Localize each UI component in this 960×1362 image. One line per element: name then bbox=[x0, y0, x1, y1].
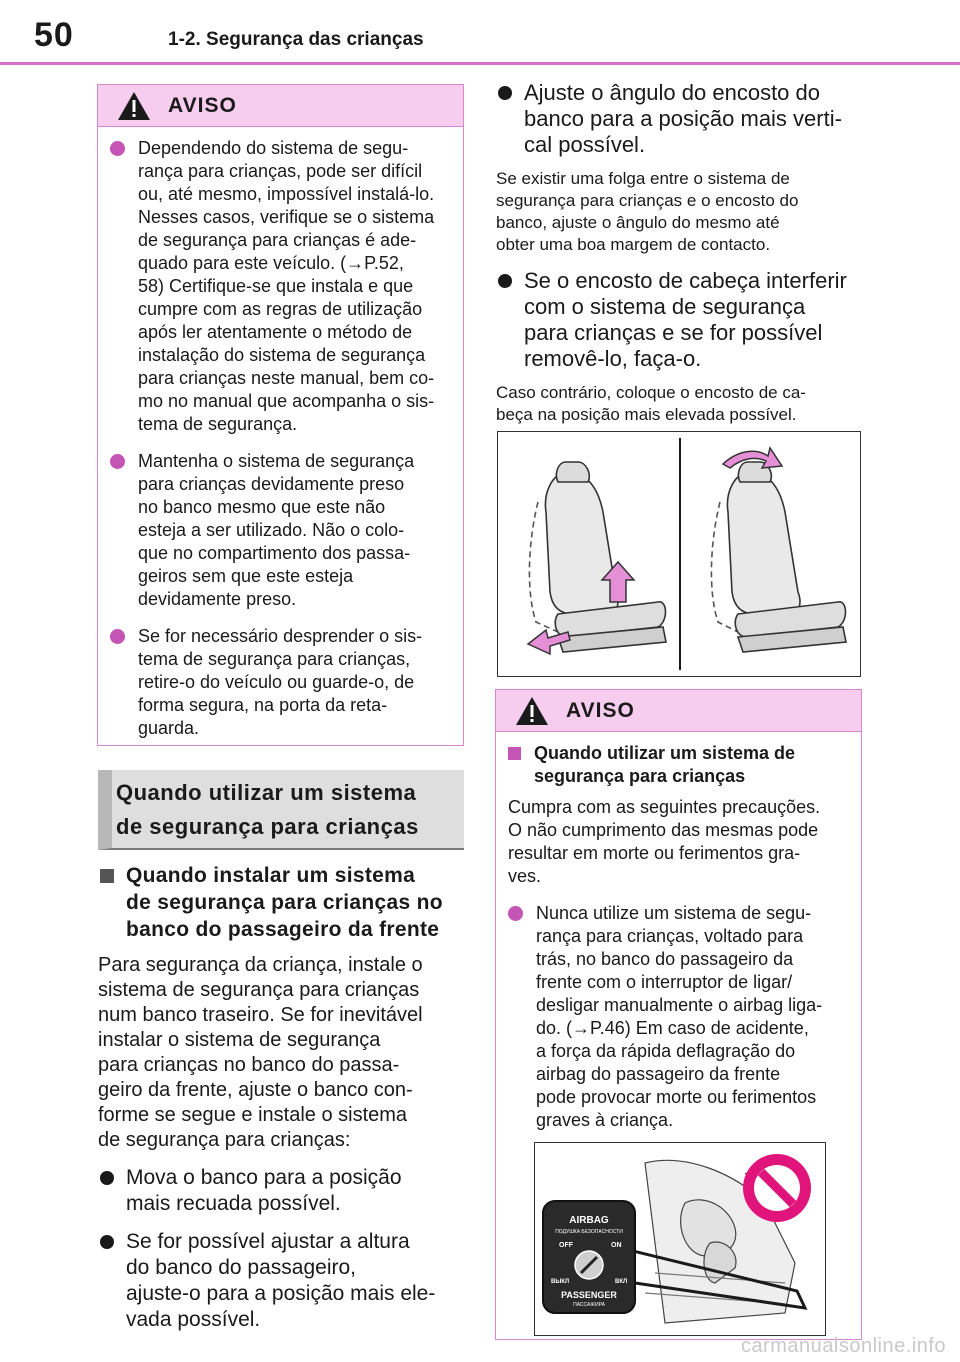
warning-header bbox=[98, 85, 463, 127]
off-ru-label: ВЫКЛ bbox=[551, 1279, 570, 1285]
step-bullet bbox=[98, 1165, 468, 1217]
header-rule bbox=[0, 62, 960, 65]
install-section bbox=[98, 862, 468, 1333]
line: beça na posição mais elevada possível. bbox=[496, 405, 797, 424]
line: obter uma boa margem de contacto. bbox=[496, 235, 771, 254]
line: com o sistema de segurança bbox=[524, 294, 806, 319]
line: airbag do passageiro da frente bbox=[536, 1064, 781, 1084]
no-sign-icon bbox=[743, 1154, 811, 1222]
seat-left bbox=[529, 462, 666, 652]
section-title: 1-2. Segurança das crianças bbox=[168, 29, 424, 50]
line: instalar o sistema de segurança bbox=[98, 1029, 381, 1051]
line: Caso contrário, coloque o encosto de ca- bbox=[496, 383, 806, 402]
line: devidamente preso. bbox=[138, 589, 297, 609]
warning-item bbox=[508, 902, 847, 1132]
line: removê-lo, faça-o. bbox=[524, 346, 702, 371]
line: Para segurança da criança, instale o bbox=[98, 954, 423, 976]
line: instalação do sistema de segurança bbox=[138, 345, 426, 365]
install-heading bbox=[98, 862, 468, 943]
line: Se existir uma folga entre o sistema de bbox=[496, 169, 790, 188]
line: que no compartimento dos passa- bbox=[138, 543, 411, 563]
line: vada possível. bbox=[126, 1308, 261, 1331]
line: cumpre com as regras de utilização bbox=[138, 299, 423, 319]
line: do banco do passageiro, bbox=[126, 1256, 357, 1279]
line: ajuste-o para a posição mais ele- bbox=[126, 1282, 436, 1305]
line: tema de segurança. bbox=[138, 414, 298, 434]
line: frente com o interruptor de ligar/ bbox=[536, 972, 793, 992]
seat-right bbox=[711, 462, 846, 652]
off-label: OFF bbox=[559, 1242, 573, 1249]
airbag-ru-label: ПОДУШКА БЕЗОПАСНОСТИ bbox=[555, 1229, 623, 1235]
square-bullet-icon bbox=[508, 747, 521, 760]
page-header bbox=[0, 0, 960, 66]
airbag-switch-panel bbox=[543, 1201, 635, 1313]
airbag-illustration bbox=[535, 1143, 824, 1334]
line: num banco traseiro. Se for inevitável bbox=[98, 1004, 423, 1026]
line: Nunca utilize um sistema de segu- bbox=[536, 903, 812, 923]
line: esteja a ser utilizado. Não o colo- bbox=[138, 520, 405, 540]
line: no banco mesmo que este não bbox=[138, 497, 386, 517]
line: ou, até mesmo, impossível instalá-lo. bbox=[138, 184, 435, 204]
watermark: carmanualsonline.info bbox=[740, 1335, 946, 1357]
line: Mantenha o sistema de segurança bbox=[138, 451, 415, 471]
bullet-dot-icon bbox=[110, 454, 125, 469]
line: banco para a posição mais verti- bbox=[524, 106, 842, 131]
bullet-icon bbox=[498, 86, 512, 100]
page-number: 50 bbox=[34, 16, 74, 54]
on-ru-label: ВКЛ bbox=[615, 1279, 628, 1285]
square-bullet-icon bbox=[100, 869, 114, 883]
bullet-icon bbox=[100, 1235, 114, 1249]
line: para crianças neste manual, bem co- bbox=[138, 368, 435, 388]
line: mo no manual que acompanha o sis- bbox=[138, 391, 435, 411]
airbag-label: AIRBAG bbox=[569, 1215, 609, 1226]
warning-body bbox=[496, 732, 861, 1132]
warning-box-1 bbox=[97, 84, 464, 746]
line: banco do passageiro da frente bbox=[126, 918, 440, 941]
line: forme se segue e instale o sistema bbox=[98, 1104, 408, 1126]
line: Mova o banco para a posição bbox=[126, 1166, 402, 1189]
line: retire-o do veículo ou guarde-o, de bbox=[138, 672, 415, 692]
line: geiros sem que este esteja bbox=[138, 566, 354, 586]
bullet-dot-icon bbox=[110, 141, 125, 156]
seat-adjustment-figure bbox=[497, 431, 861, 677]
line: para crianças no banco do passa- bbox=[98, 1054, 400, 1076]
airbag-figure bbox=[534, 1142, 826, 1336]
line: rança para crianças, voltado para bbox=[536, 926, 804, 946]
line: banco, ajuste o ângulo do mesmo até bbox=[496, 213, 780, 232]
line: segurança para crianças e o encosto do bbox=[496, 191, 799, 210]
line: geiro da frente, ajuste o banco con- bbox=[98, 1079, 413, 1101]
banner-line: Quando utilizar um sistema bbox=[116, 780, 417, 805]
bullet-icon bbox=[100, 1171, 114, 1185]
line: a força da rápida deflagração do bbox=[536, 1041, 796, 1061]
step-bullet bbox=[98, 1229, 468, 1333]
banner-line: de segurança para crianças bbox=[116, 814, 419, 839]
line: rança para crianças, pode ser difícil bbox=[138, 161, 423, 181]
line: guarda. bbox=[138, 718, 200, 738]
line: de segurança para crianças no bbox=[126, 891, 443, 914]
warning-item bbox=[110, 625, 449, 740]
line: desligar manualmente o airbag liga- bbox=[536, 995, 823, 1015]
line: trás, no banco do passageiro da bbox=[536, 949, 794, 969]
line: Quando instalar um sistema bbox=[126, 864, 416, 887]
line: Quando utilizar um sistema de bbox=[534, 743, 796, 763]
warning-triangle-icon bbox=[116, 90, 152, 122]
line: 58) Certifique-se que instala e que bbox=[138, 276, 414, 296]
line: mais recuada possível. bbox=[126, 1192, 341, 1215]
line: graves à criança. bbox=[536, 1110, 674, 1130]
line: para crianças devidamente preso bbox=[138, 474, 405, 494]
step-bullet bbox=[496, 268, 866, 372]
line: após ler atentamente o método de bbox=[138, 322, 413, 342]
line: segurança para crianças bbox=[534, 766, 746, 786]
warning-title: AVISO bbox=[566, 698, 635, 722]
note bbox=[496, 382, 866, 426]
line: Se o encosto de cabeça interferir bbox=[524, 268, 847, 293]
section-banner bbox=[98, 770, 464, 850]
line: forma segura, na porta da reta- bbox=[138, 695, 388, 715]
on-label: ON bbox=[611, 1242, 622, 1249]
line: cal possível. bbox=[524, 132, 646, 157]
line: quado para este veículo. (→P.52, bbox=[138, 253, 404, 273]
line: resultar em morte ou ferimentos gra- bbox=[508, 843, 801, 863]
line: sistema de segurança para crianças bbox=[98, 979, 420, 1001]
line: Nesses casos, verifique se o sistema bbox=[138, 207, 435, 227]
bullet-icon bbox=[498, 274, 512, 288]
warning-body bbox=[98, 127, 463, 740]
line: tema de segurança para crianças, bbox=[138, 649, 411, 669]
warning-item bbox=[110, 450, 449, 611]
line: de segurança para crianças é ade- bbox=[138, 230, 417, 250]
warning-title: AVISO bbox=[168, 93, 237, 117]
note bbox=[496, 168, 866, 256]
seat-illustration bbox=[498, 432, 859, 675]
bullet-dot-icon bbox=[508, 906, 523, 921]
warning-item bbox=[110, 137, 449, 436]
bullet-dot-icon bbox=[110, 629, 125, 644]
line: Se for possível ajustar a altura bbox=[126, 1230, 410, 1253]
passenger-label: PASSENGER bbox=[561, 1290, 617, 1300]
install-paragraph bbox=[98, 953, 468, 1153]
line: pode provocar morte ou ferimentos bbox=[536, 1087, 817, 1107]
line: de segurança para crianças: bbox=[98, 1129, 351, 1151]
line: Ajuste o ângulo do encosto do bbox=[524, 80, 821, 105]
line: O não cumprimento das mesmas pode bbox=[508, 820, 819, 840]
line: Se for necessário desprender o sis- bbox=[138, 626, 423, 646]
seat-adjust-section bbox=[496, 80, 866, 426]
line: do. (→P.46) Em caso de acidente, bbox=[536, 1018, 809, 1038]
warning-paragraph bbox=[508, 796, 847, 888]
line: ves. bbox=[508, 866, 542, 886]
warning-triangle-icon bbox=[514, 695, 550, 727]
warning-subheading bbox=[508, 742, 847, 788]
step-bullet bbox=[496, 80, 866, 158]
line: Cumpra com as seguintes precauções. bbox=[508, 797, 821, 817]
passenger-ru-label: ПАССАЖИРА bbox=[573, 1302, 605, 1308]
line: Dependendo do sistema de segu- bbox=[138, 138, 409, 158]
warning-header bbox=[496, 690, 861, 732]
line: para crianças e se for possível bbox=[524, 320, 823, 345]
